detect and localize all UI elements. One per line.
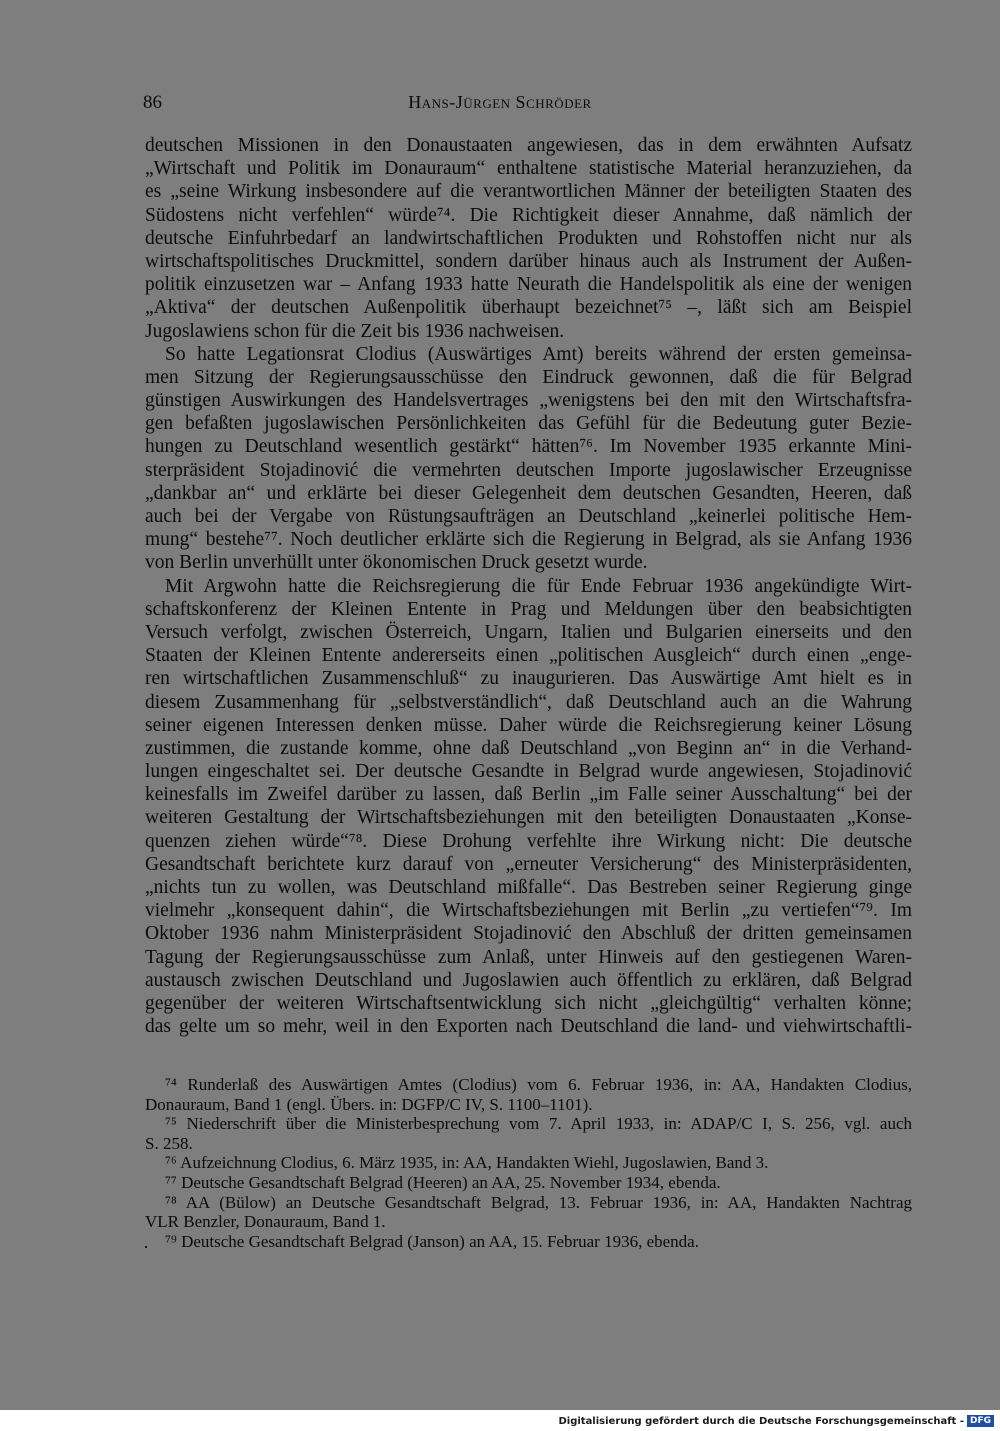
scan-speck — [145, 1246, 147, 1248]
body-line: Südostens nicht verfehlen“ würde⁷⁴. Die Richtigkeit dieser Annahme, daß nämlich der — [145, 204, 912, 226]
body-line: Mit Argwohn hatte die Reichsregierung die für Ende Februar 1936 angekündigte Wirt- — [165, 575, 912, 597]
body-line: politik einzusetzen war – Anfang 1933 hatte Neurath die Handelspolitik als eine der wenigen — [145, 274, 912, 296]
body-line: auch bei der Vergabe von Rüstungsaufträgen an Deutschland „keinerlei politische Hem- — [145, 506, 912, 527]
funding-notice: Digitalisierung gefördert durch die Deutsche Forschungsgemeinschaft - — [558, 1415, 964, 1427]
dfg-logo: DFG — [967, 1415, 994, 1427]
body-line: Gesandtschaft berichtete kurz darauf von „erneuter Versicherung“ des Ministerpräsidenten, — [145, 853, 912, 875]
body-line: gegenüber der weiteren Wirtschaftsentwicklung sich nicht „gleichgültig“ verhalten könne; — [145, 992, 912, 1014]
body-line: Oktober 1936 nahm Ministerpräsident Stojadinović den Abschluß der dritten gemeinsamen — [145, 923, 912, 945]
body-line: seiner eigenen Interessen denken müsse. Daher würde die Reichsregierung keiner Lösung — [145, 714, 912, 736]
body-line: deutsche Einfuhrbedarf an landwirtschaftlichen Produkten und Rohstoffen nicht nur als — [145, 227, 912, 249]
body-line: „Wirtschaft und Politik im Donauraum“ enthaltene statistische Material heranzuziehen, da — [145, 158, 912, 180]
body-line: „nichts tun zu wollen, was Deutschland mißfalle“. Das Bestreben seiner Regierung ginge — [145, 877, 912, 898]
body-line: deutschen Missionen in den Donaustaaten angewiesen, das in dem erwähnten Aufsatz — [145, 135, 912, 156]
footnote-line: ⁷⁷ Deutsche Gesandtschaft Belgrad (Heeren) an AA, 25. November 1934, ebenda. — [165, 1172, 721, 1192]
body-line: es „seine Wirkung insbesondere auf die verantwortlichen Männer der beteiligten Staaten des — [145, 181, 912, 203]
body-line: das gelte um so mehr, weil in den Exporten nach Deutschland die land- und viehwirtschaftli- — [145, 1016, 912, 1038]
body-line: So hatte Legationsrat Clodius (Auswärtiges Amt) bereits während der ersten gemeinsa- — [165, 343, 912, 365]
footnotes — [145, 1075, 912, 1251]
body-line: sterpräsident Stojadinović die vermehrten deutschen Importe jugoslawischer Erzeugnisse — [145, 459, 912, 481]
body-line: Versuch verfolgt, zwischen Österreich, Ungarn, Italien und Bulgarien einerseits und den — [145, 621, 912, 643]
body-line: „dankbar an“ und erklärte bei dieser Gelegenheit dem deutschen Gesandten, Heeren, daß — [145, 482, 912, 504]
footnote-line: ⁷⁹ Deutsche Gesandtschaft Belgrad (Janson) an AA, 15. Februar 1936, ebenda. — [165, 1231, 699, 1251]
page-number: 86 — [143, 92, 162, 113]
body-line: wirtschaftspolitisches Druckmittel, sondern darüber hinaus auch als Instrument der Außen- — [145, 250, 912, 272]
body-line: mung“ bestehe⁷⁷. Noch deutlicher erklärte sich die Regierung in Belgrad, als sie Anfang 1936 — [145, 529, 912, 551]
footnote-line: VLR Benzler, Donauraum, Band 1. — [145, 1212, 386, 1232]
body-line: diesem Zusammenhang für „selbstverständlich“, daß Deutschland auch an die Wahrung — [145, 691, 912, 713]
running-header: Hans-Jürgen Schröder — [408, 92, 592, 112]
body-line: ren wirtschaftlichen Zusammenschluß“ zu inaugurieren. Das Auswärtige Amt hielt es in — [145, 668, 912, 690]
body-line: zustimmen, die zustande komme, ohne daß Deutschland „von Beginn an“ in die Verhand- — [145, 737, 912, 759]
footnote-line: ⁷⁵ Niederschrift über die Ministerbesprechung vom 7. April 1933, in: ADAP/C I, S. 256, vgl. auch — [165, 1114, 912, 1134]
footnote-line: ⁷⁶ Aufzeichnung Clodius, 6. März 1935, in: AA, Handakten Wiehl, Jugoslawien, Band 3. — [165, 1153, 769, 1173]
body-line: keinesfalls im Zweifel darüber zu lassen, daß Berlin „im Falle seiner Ausschaltung“ bei der — [145, 784, 912, 806]
body-line: men Sitzung der Regierungsausschüsse den Eindruck gewonnen, daß die für Belgrad — [145, 366, 912, 388]
body-line: günstigen Auswirkungen des Handelsvertrages „wenigstens bei den mit den Wirtschaftsfra- — [145, 390, 912, 412]
body-line: vielmehr „konsequent dahin“, die Wirtschaftsbeziehungen mit Berlin „zu vertiefen“⁷⁹. Im — [145, 900, 912, 922]
body-line: schaftskonferenz der Kleinen Entente in Prag und Meldungen über den beabsichtigten — [145, 598, 912, 620]
body-line: weiteren Gestaltung der Wirtschaftsbeziehungen mit den beteiligten Donaustaaten „Konse- — [145, 807, 912, 829]
body-line: „Aktiva“ der deutschen Außenpolitik überhaupt bezeichnet⁷⁵ –, läßt sich am Beispiel — [145, 297, 912, 319]
body-line: von Berlin unverhüllt unter ökonomischen Druck gesetzt wurde. — [145, 552, 648, 574]
body-line: Jugoslawiens schon für die Zeit bis 1936 nachweisen. — [145, 320, 565, 342]
body-line: quenzen ziehen würde“⁷⁸. Diese Drohung verfehlte ihre Wirkung nicht: Die deutsche — [145, 830, 912, 852]
dfg-footer — [558, 1414, 994, 1428]
body-line: lungen eingeschaltet sei. Der deutsche Gesandte in Belgrad wurde angewiesen, Stojadinović — [145, 761, 912, 783]
footnote-line: ⁷⁸ AA (Bülow) an Deutsche Gesandtschaft Belgrad, 13. Februar 1936, in: AA, Handakten Nachtrag — [165, 1192, 912, 1212]
footnote-line: Donauraum, Band 1 (engl. Übers. in: DGFP/C IV, S. 1100–1101). — [145, 1094, 593, 1114]
body-line: austausch zwischen Deutschland und Jugoslawien auch öffentlich zu erklären, daß Belgrad — [145, 969, 912, 991]
body-line: Staaten der Kleinen Entente andererseits einen „politischen Ausgleich“ durch einen „enge- — [145, 645, 912, 667]
body-line: Tagung der Regierungsausschüsse zum Anlaß, unter Hinweis auf den gestiegenen Waren- — [145, 946, 912, 968]
body-line: gen befaßten jugoslawischen Persönlichkeiten das Gefühl für die Bedeutung guter Bezie- — [145, 413, 912, 435]
body-text — [145, 134, 912, 1038]
footnote-line: S. 258. — [145, 1133, 193, 1153]
body-line: hungen zu Deutschland wesentlich gestärkt“ hätten⁷⁶. Im November 1935 erkannte Mini- — [145, 436, 912, 458]
footnote-line: ⁷⁴ Runderlaß des Auswärtigen Amtes (Clodius) vom 6. Februar 1936, in: AA, Handakten Clodius, — [165, 1075, 912, 1094]
